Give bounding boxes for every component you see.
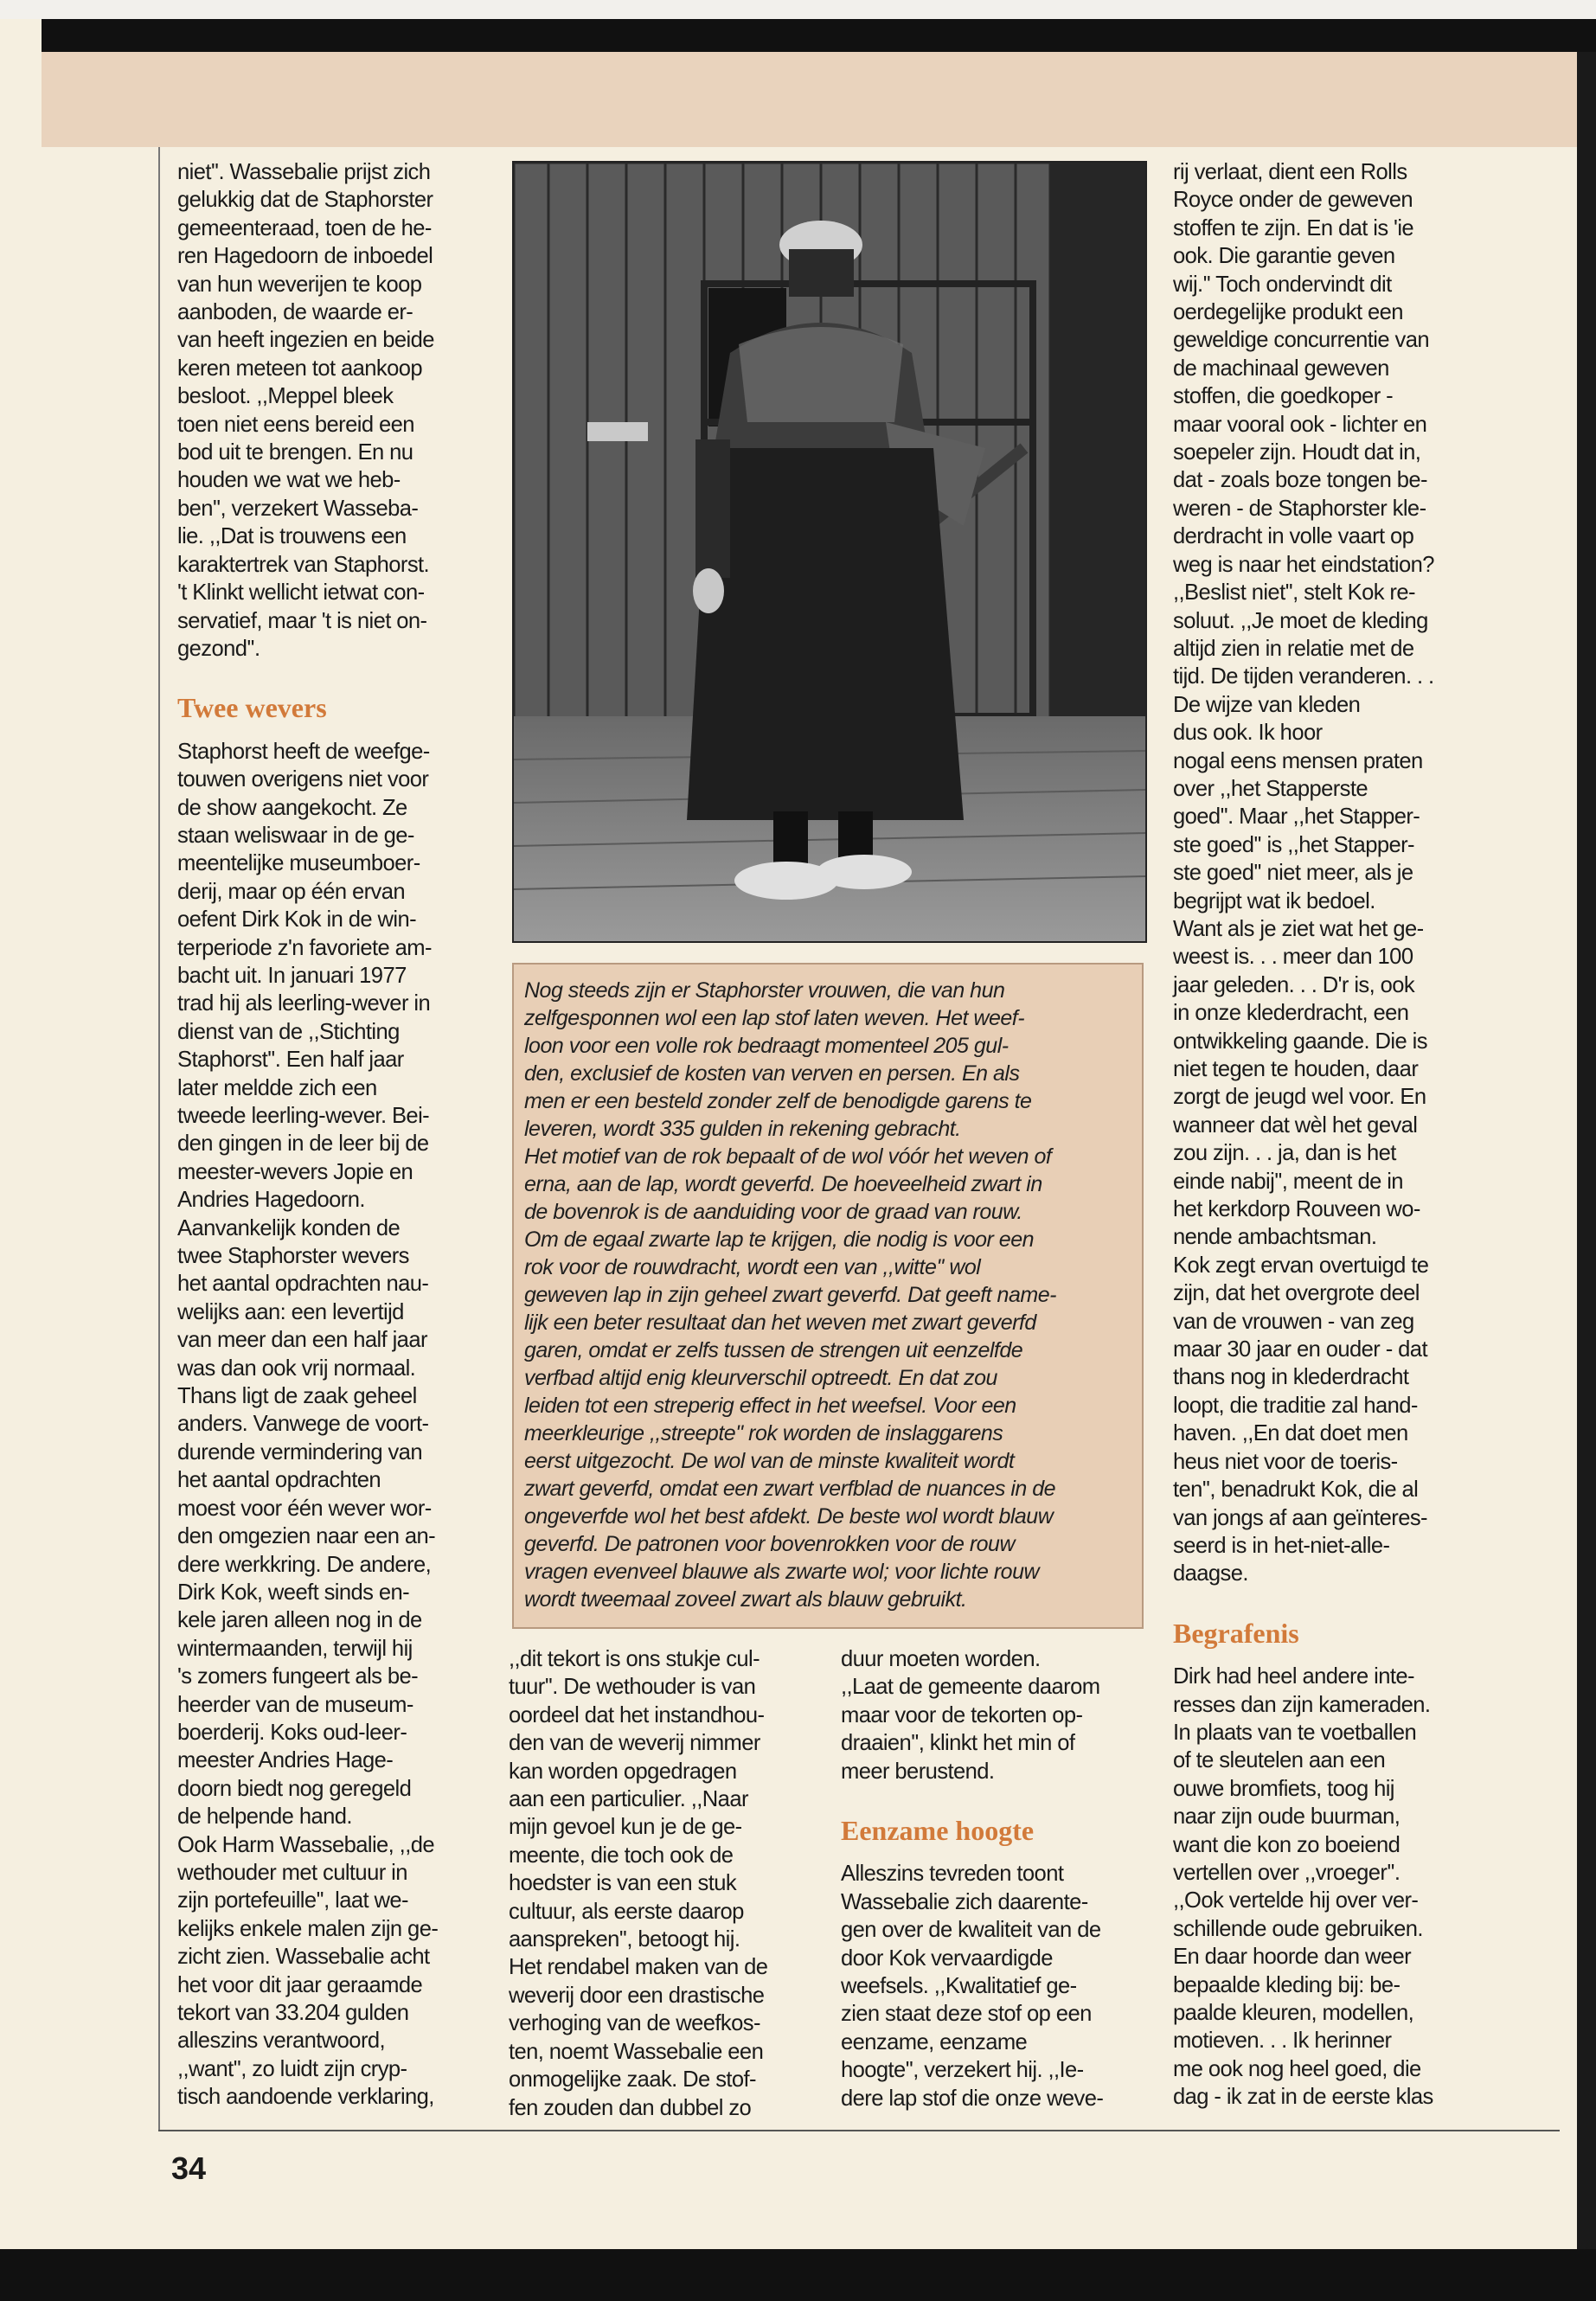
left-rule bbox=[158, 147, 160, 2130]
column-4 bbox=[1173, 158, 1484, 2112]
column-2 bbox=[509, 1645, 811, 2122]
photo-illustration bbox=[514, 163, 1145, 941]
header-band bbox=[42, 52, 1577, 147]
right-edge bbox=[1577, 52, 1596, 2266]
heading-begrafenis: Begrafenis bbox=[1173, 1617, 1299, 1649]
bottom-border bbox=[0, 2249, 1596, 2301]
col4-paragraph-2: Dirk had heel andere inte- resses dan zijn kameraden. In plaats van te voetballen of te sleutelen aan een ouwe bromfiets, toog hij naar zijn oude buurman, want die kon zo boeiend vertellen over ,,vroeger''. ,,Ook vertelde hij over ver- schillende oude gebruiken. En daar hoorde dan weer bepaalde kleding bij: be- paalde kleuren, modellen, motieven. . . Ik herinner me ook nog heel goed, die dag - ik zat in de eerste klas bbox=[1173, 1664, 1433, 2110]
caption-text: Nog steeds zijn er Staphorster vrouwen, die van hun zelfgesponnen wol een lap stof laten weven. Het weef- loon voor een volle rok bedraagt momenteel 205 gul- den, exclusief de kosten van verven en persen. En als men er een besteld zonder zelf de benodigde garens te leveren, wordt 335 gulden in rekening gebracht. Het motief van de rok bepaalt of de wol vóór het weven of erna, aan de lap, wordt geverfd. De hoeveelheid zwart in de bovenrok is de aanduiding voor de graad van rouw. Om de egaal zwarte lap te krijgen, die nodig is voor een rok voor de rouwdracht, wordt een van ,,witte'' wol geweven lap in zijn geheel zwart geverfd. Dat geeft name- lijk een beter resultaat dan het weven met zwart geverfd garen, omdat er zelfs tussen de strengen uit eenzelfde verfbad altijd enig kleurverschil optreedt. En dat zou leiden tot een streperig effect in het weefsel. Voor een meerkleurige ,,streepte'' rok worden de inslaggarens eerst uitgezocht. De wol van de minste kwaliteit wordt zwart geverfd, omdat een zwart verfblad de nuances in de ongeverfde wol het best afdekt. De beste wol wordt blauw geverfd. De patronen voor bovenrokken voor de rouw vragen evenveel blauwe als zwarte wol; voor lichte rouw wordt tweemaal zoveel zwart als blauw gebruikt. bbox=[524, 978, 1056, 1612]
heading-twee-wevers: Twee wevers bbox=[177, 692, 327, 724]
col2-paragraph-1: ,,dit tekort is ons stukje cul- tuur''. De wethouder is van oordeel dat het instandhou- den van de weverij nimmer kan worden opgedragen aan een particulier. ,,Naar mijn gevoel kun je de ge- meente, die toch ook de hoedster is van een stuk cultuur, als eerste daarop aanspreken'', betoogt hij. Het rendabel maken van de weverij door een drastische verhoging van de weefkos- ten, noemt Wassebalie een onmogelijke zaak. De stof- fen zouden dan dubbel zo bbox=[509, 1647, 768, 2120]
top-border bbox=[42, 19, 1596, 52]
col1-paragraph-2: Staphorst heeft de weefge- touwen overigens niet voor de show aangekocht. Ze staan weliswaar in de ge- meentelijke museumboer- derij, maar op één ervan oefent Dirk Kok in de win- terperiode z'n favoriete am- bacht uit. In januari 1977 trad hij als leerling-wever in dienst van de ,,Stichting Staphorst''. Een half jaar later meldde zich een tweede leerling-wever. Bei- den gingen in de leer bij de meester-wevers Jopie en Andries Hagedoorn. Aanvankelijk konden de twee Staphorster wevers het aantal opdrachten nau- welijks aan: een levertijd van meer dan een half jaar was dan ook vrij normaal. Thans ligt de zaak geheel anders. Vanwege de voort- durende vermindering van het aantal opdrachten moest voor één wever wor- den omgezien naar een an- dere werkkring. De andere, Dirk Kok, weeft sinds en- kele jaren alleen nog in de wintermaanden, terwijl hij 's zomers fungeert als be- heerder van de museum- boerderij. Koks oud-leer- meester Andries Hage- doorn biedt nog geregeld de helpende hand. Ook Harm Wassebalie, ,,de wethouder met cultuur in zijn portefeuille'', laat we- kelijks enkele malen zijn ge- zicht zien. Wassebalie acht het voor dit jaar geraamde tekort van 33.204 gulden alleszins verantwoord, ,,want'', zo luidt zijn cryp- tisch aandoende verklaring, bbox=[177, 739, 439, 2110]
scan-margin bbox=[0, 0, 1596, 19]
page-number: 34 bbox=[171, 2150, 207, 2186]
col3-paragraph-1: duur moeten worden. ,,Laat de gemeente daarom maar voor de tekorten op- draaien'', klinkt het min of meer berustend. bbox=[841, 1647, 1100, 1784]
footer-rule bbox=[158, 2130, 1560, 2131]
photo-caption bbox=[512, 963, 1144, 1629]
heading-eenzame-hoogte: Eenzame hoogte bbox=[841, 1815, 1035, 1847]
column-1 bbox=[177, 158, 489, 2112]
col3-paragraph-2: Alleszins tevreden toont Wassebalie zich daarente- gen over de kwaliteit van de door Kok vervaardigde weefsels. ,,Kwalitatief ge- zien staat deze stof op een eenzame, eenzame hoogte'', verzekert hij. ,,Ie- dere lap stof die onze weve- bbox=[841, 1862, 1104, 2111]
photo bbox=[512, 161, 1147, 943]
col1-paragraph-1: niet''. Wassebalie prijst zich gelukkig dat de Staphorster gemeenteraad, toen de he- ren Hagedoorn de inboedel van hun weverijen te koop aanboden, de waarde er- van heeft ingezien en beide keren meteen tot aankoop besloot. ,,Meppel bleek toen niet eens bereid een bod uit te brengen. En nu houden we wat we heb- ben'', verzekert Wasseba- lie. ,,Dat is trouwens een karaktertrek van Staphorst. 't Klinkt wellicht ietwat con- servatief, maar 't is niet on- gezond''. bbox=[177, 160, 434, 661]
column-3 bbox=[841, 1645, 1152, 2112]
col4-paragraph-1: rij verlaat, dient een Rolls Royce onder de geweven stoffen te zijn. En dat is 'ie ook. Die garantie geven wij.'' Toch ondervindt dit oerdegelijke produkt een geweldige concurrentie van de machinaal geweven stoffen, die goedkoper - maar vooral ook - lichter en soepeler zijn. Houdt dat in, dat - zoals boze tongen be- weren - de Staphorster kle- derdracht in volle vaart op weg is naar het eindstation? ,,Beslist niet'', stelt Kok re- soluut. ,,Je moet de kleding altijd zien in relatie met de tijd. De tijden veranderen. . . De wijze van kleden dus ook. Ik hoor nogal eens mensen praten over ,,het Stapperste goed''. Maar ,,het Stapper- ste goed'' is ,,het Stapper- ste goed'' niet meer, als je begrijpt wat ik bedoel. Want als je ziet wat het ge- weest is. . . meer dan 100 jaar geleden. . . D'r is, ook in onze klederdracht, een ontwikkeling gaande. Die is niet tegen te houden, daar zorgt de jeugd wel voor. En wanneer dat wèl het geval zou zijn. . . ja, dan is het einde nabij'', meent de in het kerkdorp Rouveen wo- nende ambachtsman. Kok zegt ervan overtuigd te zijn, dat het overgrote deel van de vrouwen - van zeg maar 30 jaar en ouder - dat thans nog in klederdracht loopt, die traditie zal hand- haven. ,,En dat doet men heus niet voor de toeris- ten'', benadrukt Kok, die al van jongs af aan geïnteres- seerd is in het-niet-alle- daagse. bbox=[1173, 160, 1434, 1586]
